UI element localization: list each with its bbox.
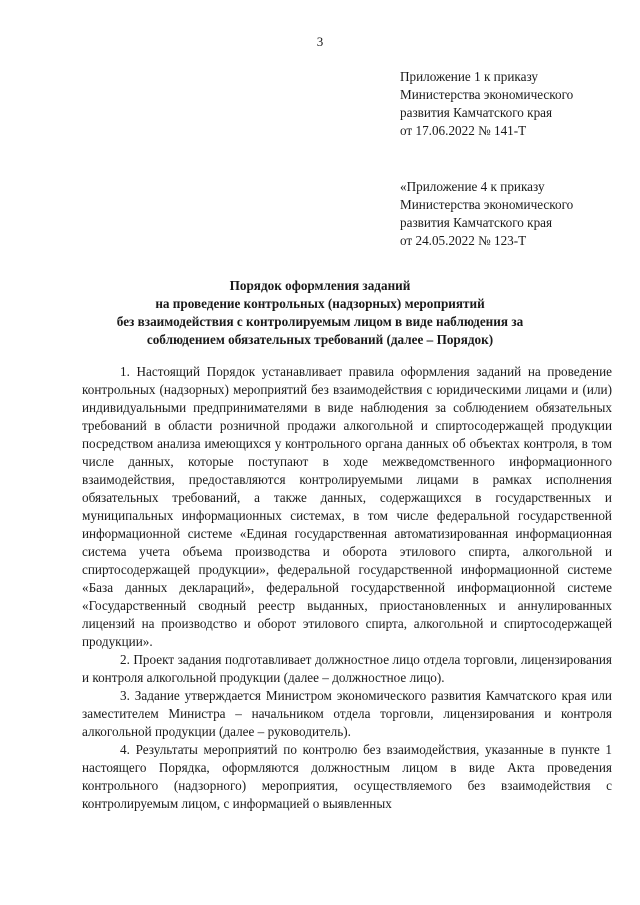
appendix-1-line: развития Камчатского края [400, 105, 553, 120]
paragraph-3: 3. Задание утверждается Министром экономического развития Камчатского края или заместителем Министра – начальником отдела торговли, лицензирования и контроля алкогольной продукции (далее – руководитель). [82, 688, 612, 739]
appendix-4-line: «Приложение 4 к приказу [400, 179, 545, 194]
document-title [60, 277, 580, 349]
paragraph-2: 2. Проект задания подготавливает должностное лицо отдела торговли, лицензирования и контроля алкогольной продукции (далее – должностное лицо). [82, 652, 612, 685]
paragraph-4: 4. Результаты мероприятий по контролю без взаимодействия, указанные в пункте 1 настоящего Порядка, оформляются должностным лицом в виде Акта проведения контрольного (надзорного) мероприятия, осуществляемого без взаимодействия с контролируемым лицом, с информацией о выявленных [82, 742, 612, 811]
appendix-1-block [400, 68, 630, 140]
title-line: на проведение контрольных (надзорных) мероприятий [155, 296, 485, 311]
page-number: 3 [316, 34, 324, 49]
appendix-4-line: развития Камчатского края [400, 215, 553, 230]
appendix-1-line: Министерства экономического [400, 87, 574, 102]
appendix-4-line: от 24.05.2022 № 123-Т [400, 233, 527, 248]
title-line: без взаимодействия с контролируемым лицом в виде наблюдения за [116, 314, 524, 329]
title-line: соблюдением обязательных требований (далее – Порядок) [146, 332, 494, 347]
title-line: Порядок оформления заданий [229, 278, 411, 293]
document-body [82, 363, 612, 813]
paragraph-1: 1. Настоящий Порядок устанавливает правила оформления заданий на проведение контрольных (надзорных) мероприятий без взаимодействия с юридическими лицами и (или) индивидуальными предпринимателями в виде наблюдения за соблюдением обязательных требований в области розничной продажи алкогольной и спиртосодержащей продукции посредством анализа имеющихся у контрольного органа данных об объектах контроля, в том числе данных, которые поступают в ходе межведомственного информационного взаимодействия, предоставляются контролируемыми лицами в рамках исполнения обязательных требований, а также данных, содержащихся в государственных и муниципальных информационных системах, в том числе федеральной государственной информационной системе «Единая государственная автоматизированная информационная система учета объема производства и оборота этилового спирта, алкогольной и спиртосодержащей продукции», федеральной государственной информационной системе «База данных деклараций», федеральной государственной информационной системе «Государственный сводный реестр выданных, приостановленных и аннулированных лицензий на производство и оборот этилового спирта, алкогольной и спиртосодержащей продукции». [82, 364, 612, 649]
appendix-1-line: от 17.06.2022 № 141-Т [400, 123, 527, 138]
appendix-1-line: Приложение 1 к приказу [400, 69, 538, 84]
appendix-4-line: Министерства экономического [400, 197, 574, 212]
appendix-4-block [400, 178, 630, 250]
